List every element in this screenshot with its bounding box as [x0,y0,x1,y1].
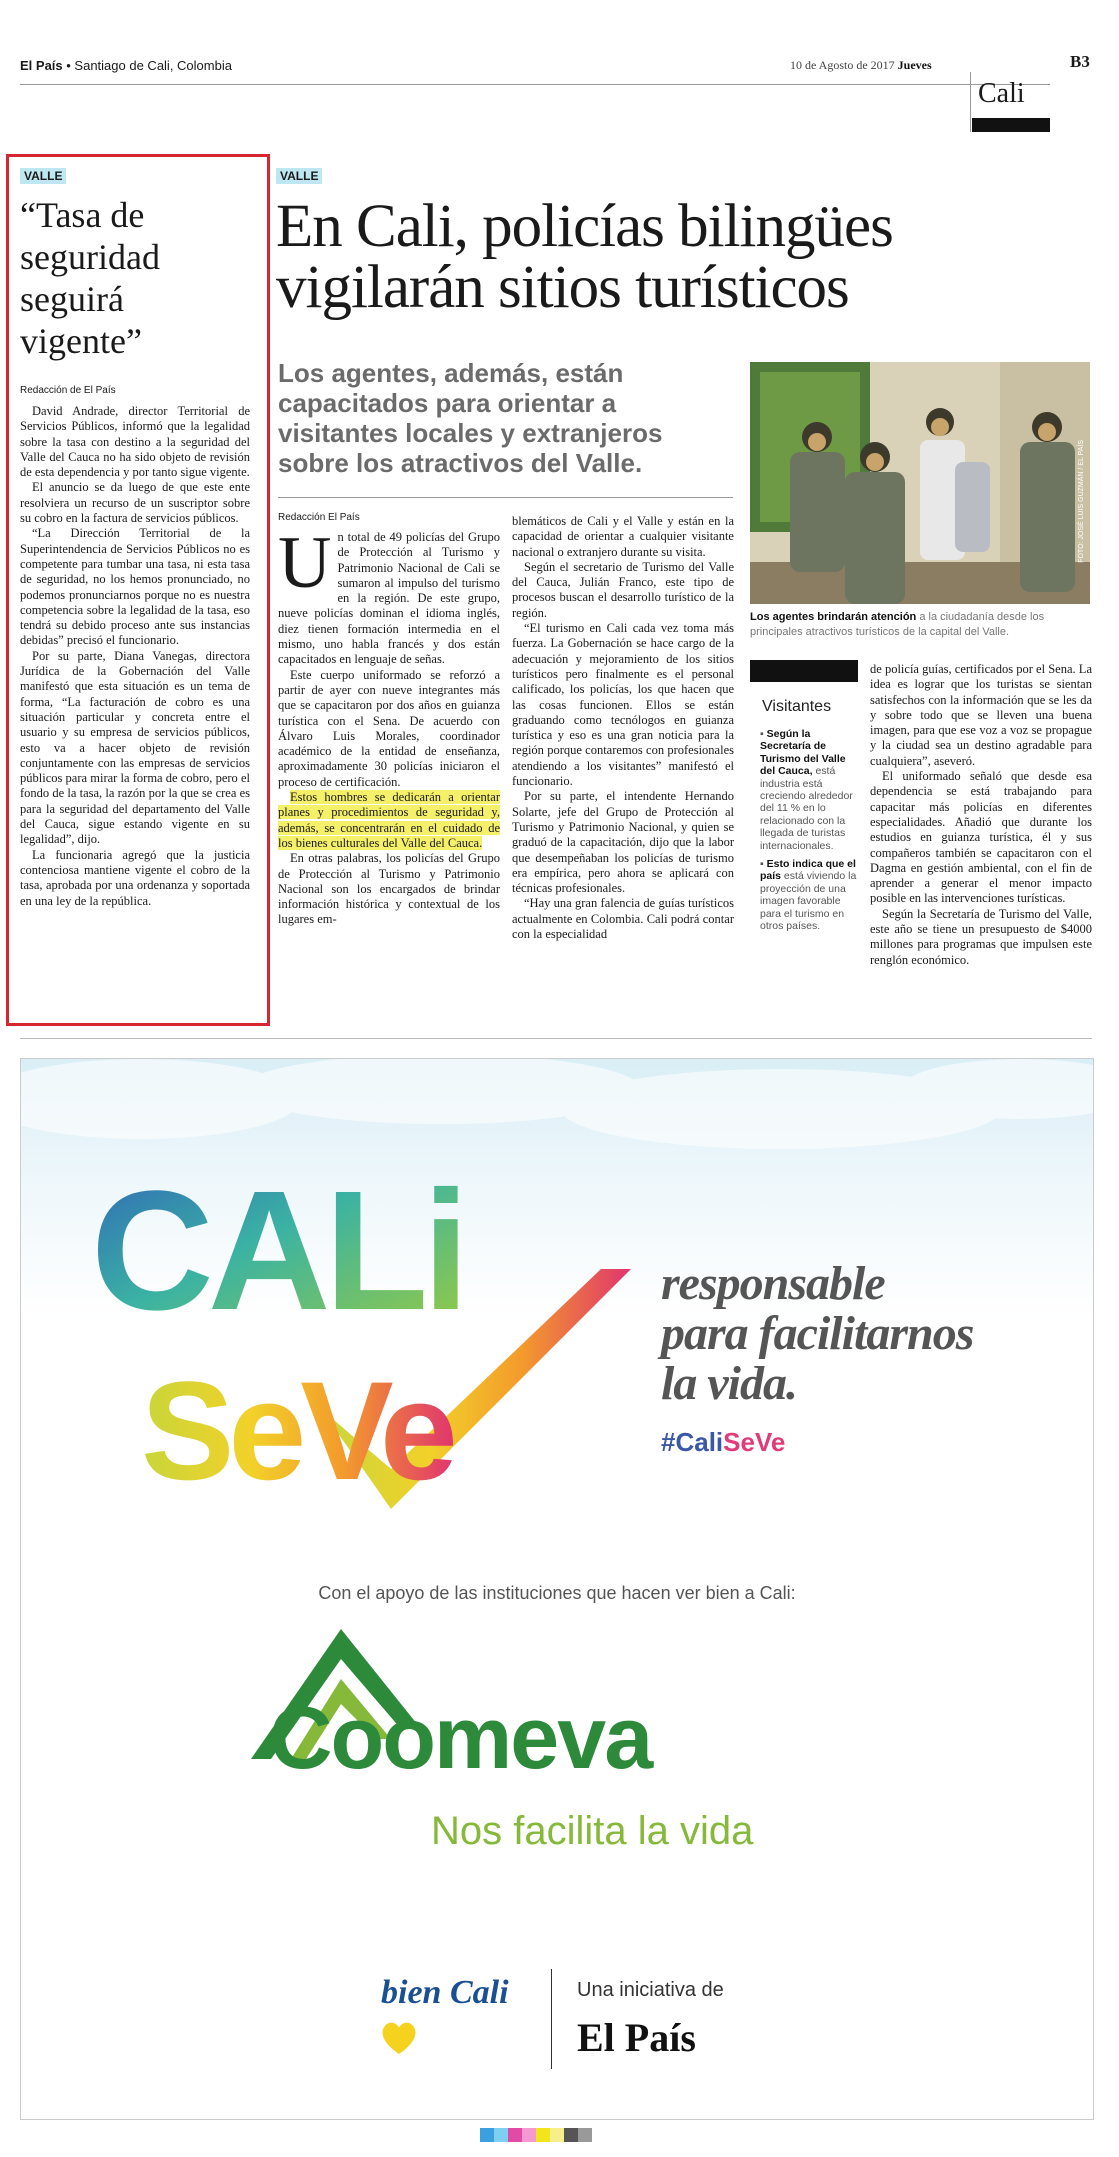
info-box-title: Visitantes [762,698,832,715]
date-text: 10 de Agosto de 2017 [790,58,895,72]
paragraph [278,790,500,851]
paragraph: “El turismo en Cali cada vez toma más fuerza. La Gobernación se hace cargo de la adecuación y mejoramiento de los sitios turísticos pero finalmente es el personal calificado, los policías, los que hacen que las cosas funcionen. Ellos se están graduando como tecnólogos en guianza turística y eso es una gran noticia para la región porque contaremos con profesionales atendiendo a los visitantes” manifestó el funcionario. [512,621,734,789]
color-swatch [480,2128,494,2142]
deck-rule [278,497,733,498]
logo-word-cali: CALi [91,1159,464,1346]
police-photo-illustration [750,362,1090,604]
paper-location: Santiago de Cali, Colombia [74,58,232,73]
section-name: Cali [978,78,1025,109]
photo-caption [750,610,1090,640]
paragraph: El anuncio se da luego de que este ente resolviera un recurso de un suscriptor sobre su cobro en la factura de servicios públicos. [20,480,250,526]
article-byline: Redacción El País [278,512,360,523]
info-box-bar [750,660,858,682]
coomeva-tagline: Nos facilita la vida [431,1809,754,1853]
sidebar-body [20,404,250,909]
coomeva-logo-text: Coomeva [269,1688,652,1787]
photo-credit: FOTO: JOSÉ LUIS GUZMÁN / EL PAÍS [1078,440,1085,563]
paragraph: blemáticos de Cali y el Valle y están en la capacidad de orientar a cualquier visitante nacional o extranjero durante su visita. [512,514,734,559]
bien-cali-heart-icon [377,2014,421,2058]
paragraph: Este cuerpo uniformado se reforzó a partir de ayer con nueve integrantes más que se capacitaron por dos años en guianza turística con el Sena. De acuerdo con Álvaro Luis Morales, coordinador académico de la entidad de enseñanza, aproximadamente 30 policías iniciaron el proceso de certificación. [278,667,500,789]
article-photo [750,362,1090,604]
info-box-body [760,728,860,939]
hashtag-part: SeVe [723,1427,786,1457]
issue-date [790,58,932,73]
advertisement [20,1058,1094,2120]
dropcap: U [278,522,332,604]
caption-lead: Los agentes brindarán atención [750,611,917,623]
paragraph: El uniformado señaló que desde esa dependencia se está trabajando para capacitar más policías en diferentes especialidades. Añadió que durante los estudios en guianza turística, él y sus compañeros también se capacitaron con el Dagma en gestión ambiental, con el fin de aprender a generar el menor impacto posible en las intervenciones turísticas. [870,769,1092,906]
article-kicker: VALLE [276,168,322,184]
print-color-bar [480,2128,592,2142]
caption-rest: a la ciudadanía desde los principales atractivos turísticos de la capital del Valle. [750,611,1045,638]
bien-cali-logo: bien Cali [381,1974,509,2011]
paragraph [278,522,500,668]
article-headline: En Cali, policías bilingües vigilarán sitios turísticos [276,193,893,321]
color-swatch [494,2128,508,2142]
info-item-lead: Según la Secretaría de Turismo del Valle del Cauca, [760,728,846,778]
paragraph: “La Dirección Territorial de la Superintendencia de Servicios Públicos no es competente para tumbar una tasa, ni esta tasa de seguridad, no los hemos pronunciado, no podemos pronunciarnos porque no es nuestra competencia sobre la legalidad de la tasa, eso tendrá su debido proceso ante sus instancias debidas” precisó el funcionario. [20,526,250,648]
masthead-line: El País • Santiago de Cali, Colombia [20,58,232,73]
el-pais-logo: El País [577,2015,696,2060]
color-swatch [564,2128,578,2142]
ad-tagline [661,1259,973,1409]
paragraph: de policía guías, certificados por el Sena. La idea es lograr que los turistas se sientan satisfechos con la información que se les da y sobre todo que se lleven una buena imagen, para que ese voz a voz se propague y la ciudad sea un destino agradable para cualquiera”, aseveró. [870,662,1092,768]
tagline-line: para facilitarnos [661,1307,974,1360]
article-column-3 [870,662,1092,968]
iniciativa-label: Una iniciativa de [577,1979,724,2001]
ad-hashtag [661,1427,785,1458]
color-swatch [508,2128,522,2142]
paragraph: Por su parte, el intendente Hernando Solarte, jefe del Grupo de Protección al Turismo y Patrimonio Nacional, y quien se graduó de la capacitación, dijo que la labor que desempeñaban los policías de turismo era empírica, pero ahora se aplicará con técnicas profesionales. [512,789,734,896]
info-item-text: está industria está creciendo alrededor del 11 % en lo relacionado con la llegada de turistas internacionales. [760,765,853,852]
article-deck: Los agentes, además, están capacitados para orientar a visitantes locales y extranjeros sobre los atractivos del Valle. [278,358,663,478]
sidebar-headline: “Tasa de seguridad seguirá vigente” [20,195,160,361]
weekday-text: Jueves [897,58,932,72]
info-item-lead: Esto indica que el país [760,858,856,883]
paragraph: David Andrade, director Territorial de Servicios Públicos, informó que la legalidad sobre la tasa con destino a la seguridad del Valle del Cauca no ha sido objeto de revisión de esta dependencia y por tanto sigue vigente. [20,404,250,480]
header-rule [20,84,1050,85]
logo-divider [551,1969,552,2069]
page-number: B3 [1070,52,1090,71]
hashtag-part: #Cali [661,1427,724,1457]
paragraph: Según la Secretaría de Turismo del Valle, este año se tiene un presupuesto de $4000 millones para programas que impulsen este renglón económico. [870,906,1092,967]
tagline-line: responsable [661,1257,885,1310]
sidebar-byline: Redacción de El País [20,385,116,396]
paper-name: El País [20,58,63,73]
article-column-2 [512,514,734,942]
lead-text: n total de 49 policías del Grupo de Protección al Turismo y Patrimonio Nacional de Cali se sumaron al impulso del turismo en la región. De este grupo, nueve policías dominan el idioma inglés, diez tienen formación intermedia en el mismo, uno habla francés y dos están capacitados en lenguaje de señas. [278,530,500,667]
color-swatch [536,2128,550,2142]
paragraph: La funcionaria agregó que la justicia contenciosa mantiene vigente el cobro de la tasa, aprobada por una ordenanza y soportada en una ley de la república. [20,847,250,908]
ad-support-line: Con el apoyo de las instituciones que hacen ver bien a Cali: [318,1583,796,1603]
info-item: ▪ Según la Secretaría de Turismo del Valle del Cauca, está industria está creciendo alrededor del 11 % en lo relacionado con la llegada de turistas internacionales. [760,728,853,852]
logo-word-seve: SeVe [141,1352,452,1509]
color-swatch [550,2128,564,2142]
paragraph: En otras palabras, los policías del Grupo de Protección al Turismo y Patrimonio Nacional son los encargados de brindar información histórica y contextual de los lugares em- [278,851,500,927]
highlighted-text: Estos hombres se dedicarán a orientar planes y procedimientos de seguridad y, además, se concentrarán en el cuidado de los bienes culturales del Valle del Cauca. [278,790,500,850]
paragraph: Por su parte, Diana Vanegas, directora Jurídica de la Gobernación del Valle manifestó que esta situación es un tema de forma, “La facturación de cobro es una situación particular y concreta entre el usuario y su empresa de servicios públicos, esto va a hacer objeto de revisión conjuntamente con las empresas de servicios públicos para mirar la forma de cobro, pero el fondo de la tasa, la razón por la que se crea es para la seguridad del departamento del Valle del Cauca, sigue estando vigente en su legalidad”, dijo. [20,648,250,847]
article-column-1 [278,522,500,928]
paragraph: “Hay una gran falencia de guías turísticos actualmente en Colombia. Cali podrá contar con la especialidad [512,896,734,942]
info-item-text: está viviendo la proyección de una imagen favorable para el turismo en otros países. [760,870,857,933]
section-bar [972,118,1050,132]
tagline-line: la vida. [661,1357,797,1410]
color-swatch [578,2128,592,2142]
paragraph: Según el secretario de Turismo del Valle del Cauca, Julián Franco, este tipo de procesos buscan el desarrollo turístico de la región. [512,559,734,620]
color-swatch [522,2128,536,2142]
sidebar-kicker: VALLE [20,168,66,184]
cali-se-ve-logo [91,1159,651,1539]
article-bottom-rule [20,1038,1092,1039]
info-item: ▪ Esto indica que el país está viviendo la proyección de una imagen favorable para el turismo en otros países. [760,858,857,933]
